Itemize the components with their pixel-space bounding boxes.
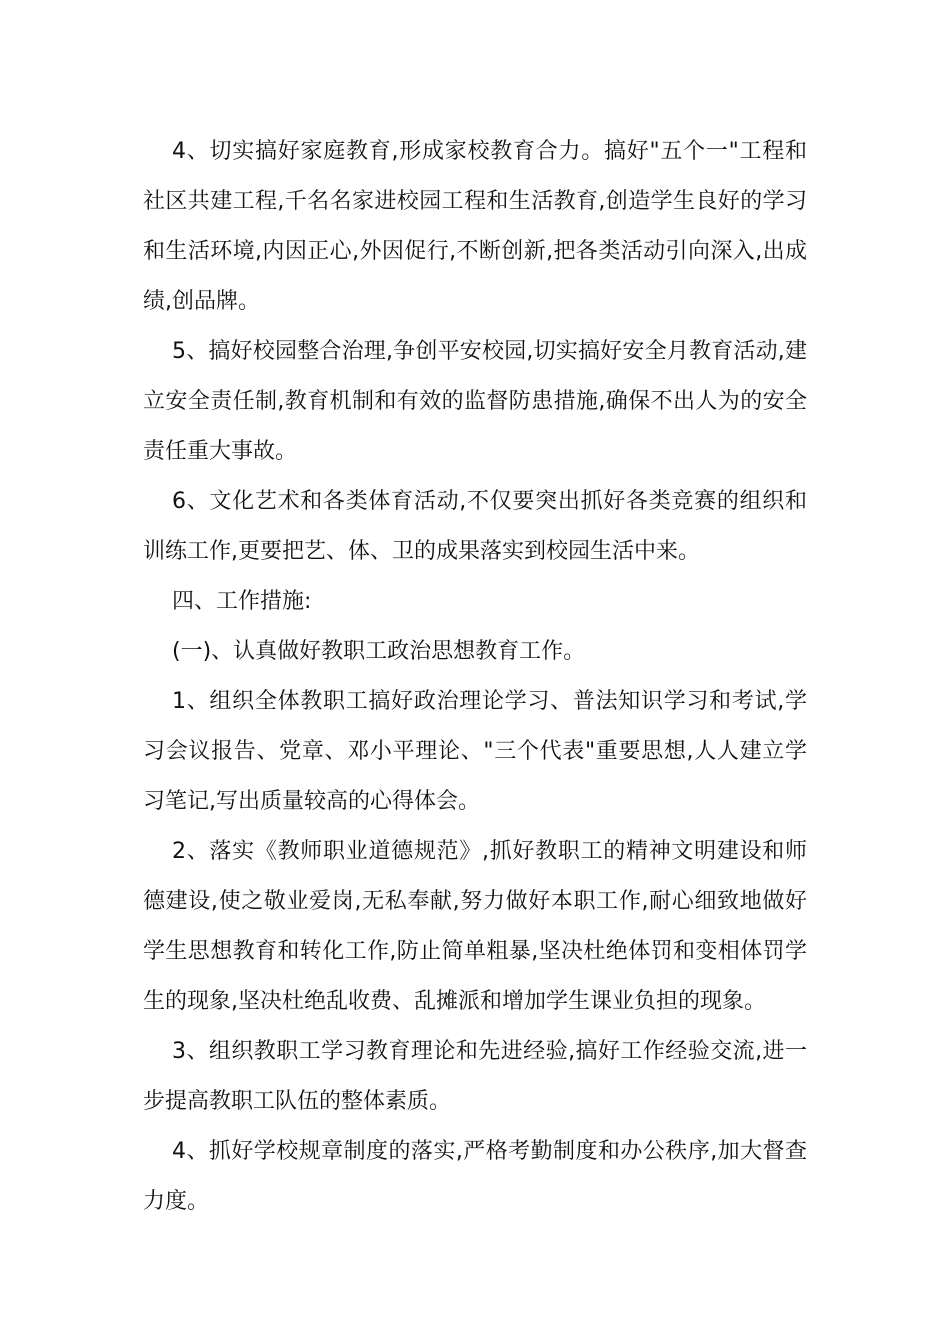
paragraph-rules-enforcement: 4、抓好学校规章制度的落实,严格考勤制度和办公秩序,加大督查力度。	[143, 1139, 807, 1214]
subsection-heading-political-education: (一)、认真做好教职工政治思想教育工作。	[172, 639, 586, 664]
paragraph-arts-sports: 6、文化艺术和各类体育活动,不仅要突出抓好各类竞赛的组织和训练工作,更要把艺、体、卫的成果落实到校园生活中来。	[143, 489, 807, 564]
paragraph-experience-exchange: 3、组织教职工学习教育理论和先进经验,搞好工作经验交流,进一步提高教职工队伍的整体素质。	[143, 1039, 807, 1114]
paragraph-campus-safety: 5、搞好校园整合治理,争创平安校园,切实搞好安全月教育活动,建立安全责任制,教育机制和有效的监督防患措施,确保不出人为的安全责任重大事故。	[143, 339, 807, 464]
section-heading-measures: 四、工作措施:	[172, 589, 312, 614]
paragraph-home-education: 4、切实搞好家庭教育,形成家校教育合力。搞好"五个一"工程和社区共建工程,千名名家进校园工程和生活教育,创造学生良好的学习和生活环境,内因正心,外因促行,不断创新,把各类活动引向深入,出成绩,创品牌。	[143, 139, 807, 314]
paragraph-theory-study: 1、组织全体教职工搞好政治理论学习、普法知识学习和考试,学习会议报告、党章、邓小平理论、"三个代表"重要思想,人人建立学习笔记,写出质量较高的心得体会。	[143, 689, 807, 814]
paragraph-ethics-code: 2、落实《教师职业道德规范》,抓好教职工的精神文明建设和师德建设,使之敬业爱岗,无私奉献,努力做好本职工作,耐心细致地做好学生思想教育和转化工作,防止简单粗暴,坚决杜绝体罚和变相体罚学生的现象,坚决杜绝乱收费、乱摊派和增加学生课业负担的现象。	[143, 839, 807, 1014]
document-body	[143, 127, 807, 1227]
